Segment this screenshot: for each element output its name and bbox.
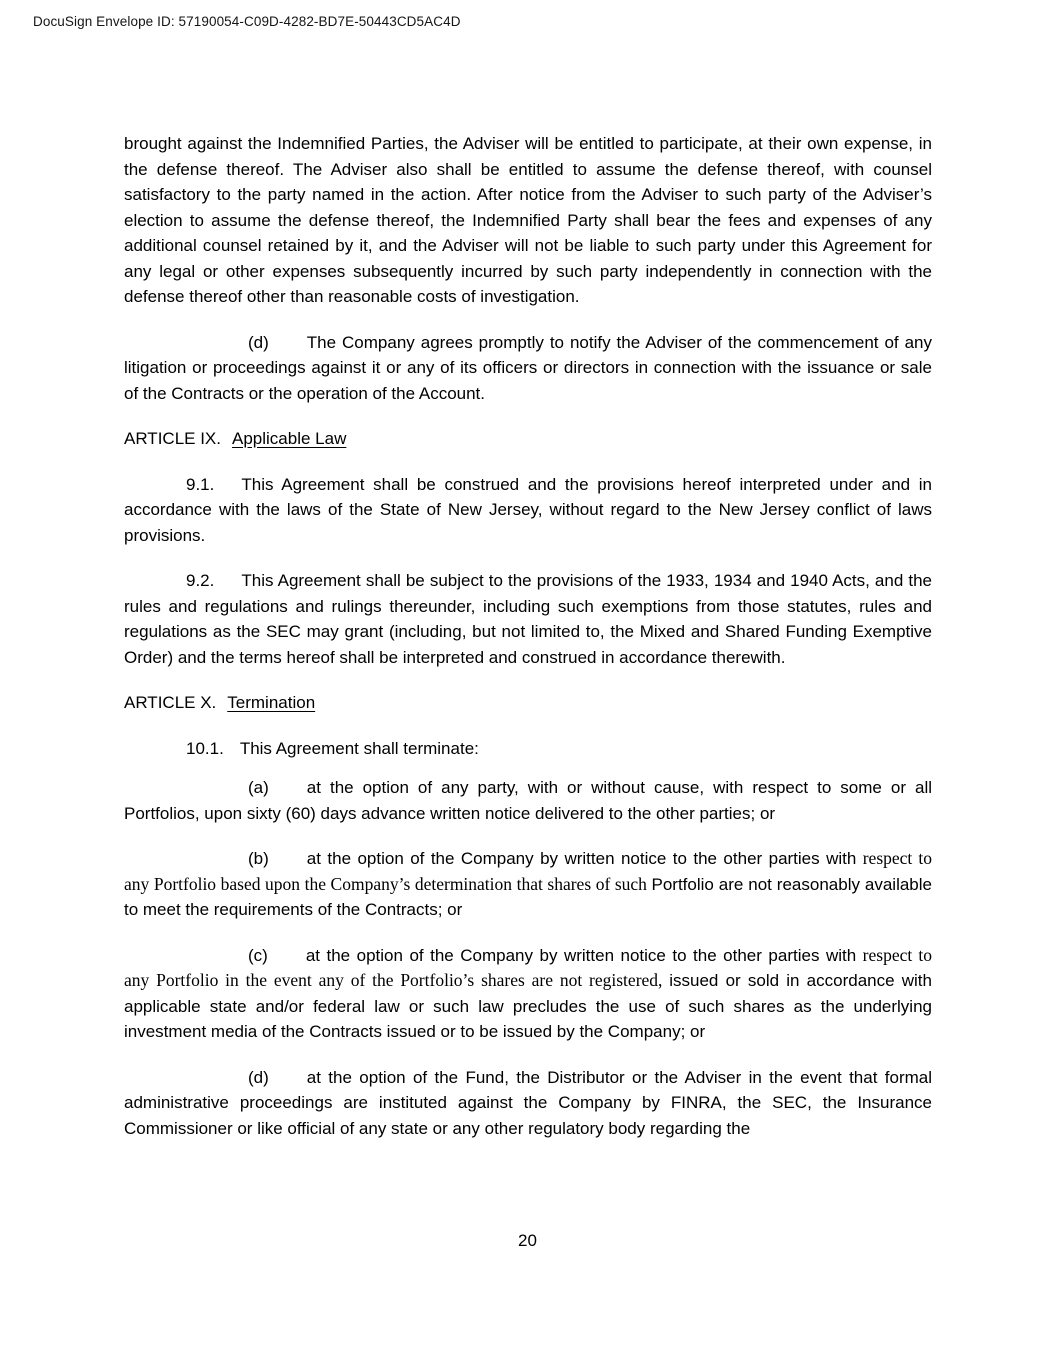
article-label: ARTICLE IX.	[124, 429, 221, 448]
item-text-run: issued or sold in accordance with applicable state and/or federal law or such law precludes the use of such shares as the underlying investment media of the Contracts issued or to be issued by the Company; or	[124, 971, 932, 1041]
section-9-1	[124, 472, 932, 549]
section-text: This Agreement shall terminate:	[239, 738, 479, 758]
section-number: 9.2.	[186, 571, 215, 590]
item-text: at the option of the Fund, the Distributor or the Adviser in the event that formal administrative proceedings are instituted against the Company by FINRA, the SEC, the Insurance Commissioner or like official of any state or any other regulatory body regarding the	[124, 1067, 932, 1138]
page-number: 20	[518, 1231, 537, 1250]
article-title: Applicable Law	[232, 429, 347, 448]
item-label: (d)	[248, 1067, 269, 1087]
section-number: 9.1.	[186, 474, 215, 494]
item-text-run-serif: respect to any Portfolio based upon the Company’s determination that shares of such	[124, 848, 932, 894]
article-label: ARTICLE X.	[124, 693, 217, 712]
termination-item-a	[124, 775, 932, 826]
item-text: The Company agrees promptly to notify the Adviser of the commencement of any litigation or proceedings against it or any of its officers or directors in connection with the issuance or sale of the Contracts or the operation of the Account.	[124, 332, 932, 403]
item-label: (a)	[248, 778, 269, 797]
article-title: Termination	[227, 693, 316, 712]
document-body	[124, 131, 932, 1161]
item-label: (b)	[248, 849, 269, 868]
section-10-1	[124, 736, 932, 762]
item-text-run: at the option of the Company by written notice to the other parties with	[305, 945, 863, 965]
item-text-run: at the option of the Company by written notice to the other parties with	[306, 849, 863, 868]
paragraph-notify-d	[124, 330, 932, 407]
item-label: (d)	[248, 332, 269, 352]
section-text: This Agreement shall be construed and the provisions hereof interpreted under and in accordance with the laws of the State of New Jersey, without regard to the New Jersey conflict of laws provisions.	[124, 474, 932, 545]
section-9-2	[124, 568, 932, 670]
item-label: (c)	[248, 945, 268, 965]
paragraph-continuation: brought against the Indemnified Parties, the Adviser will be entitled to participate, at their own expense, in the defense thereof. The Adviser also shall be entitled to assume the defense thereof, with counsel satisfactory to the party named in the action. After notice from the Adviser to such party of the Adviser’s election to assume the defense thereof, the Indemnified Party shall bear the fees and expenses of any additional counsel retained by it, and the Adviser will not be liable to such party under this Agreement for any legal or other expenses subsequently incurred by such party independently in connection with the defense thereof other than reasonable costs of investigation.	[124, 134, 932, 306]
article-ix-heading	[124, 426, 932, 452]
item-text-run: Portfolio are not reasonably available to meet the requirements of the Contracts; or	[124, 874, 932, 919]
article-x-heading	[124, 690, 932, 716]
section-number: 10.1.	[186, 738, 224, 758]
section-text: This Agreement shall be subject to the provisions of the 1933, 1934 and 1940 Acts, and the rules and regulations and rulings thereunder, including such exemptions from those statutes, rules and regulations as the SEC may grant (including, but not limited to, the Mixed and Shared Funding Exemptive Order) and the terms hereof shall be interpreted and construed in accordance therewith.	[124, 571, 932, 667]
termination-item-c	[124, 943, 932, 1045]
item-text: at the option of any party, with or without cause, with respect to some or all Portfolios, upon sixty (60) days advance written notice delivered to the other parties; or	[124, 778, 932, 823]
termination-item-b	[124, 846, 932, 923]
termination-item-d	[124, 1065, 932, 1142]
docusign-envelope-id: DocuSign Envelope ID: 57190054-C09D-4282-BD7E-50443CD5AC4D	[33, 14, 461, 29]
item-text-run-serif: respect to any Portfolio in the event any of the Portfolio’s shares are not registered,	[124, 944, 932, 990]
